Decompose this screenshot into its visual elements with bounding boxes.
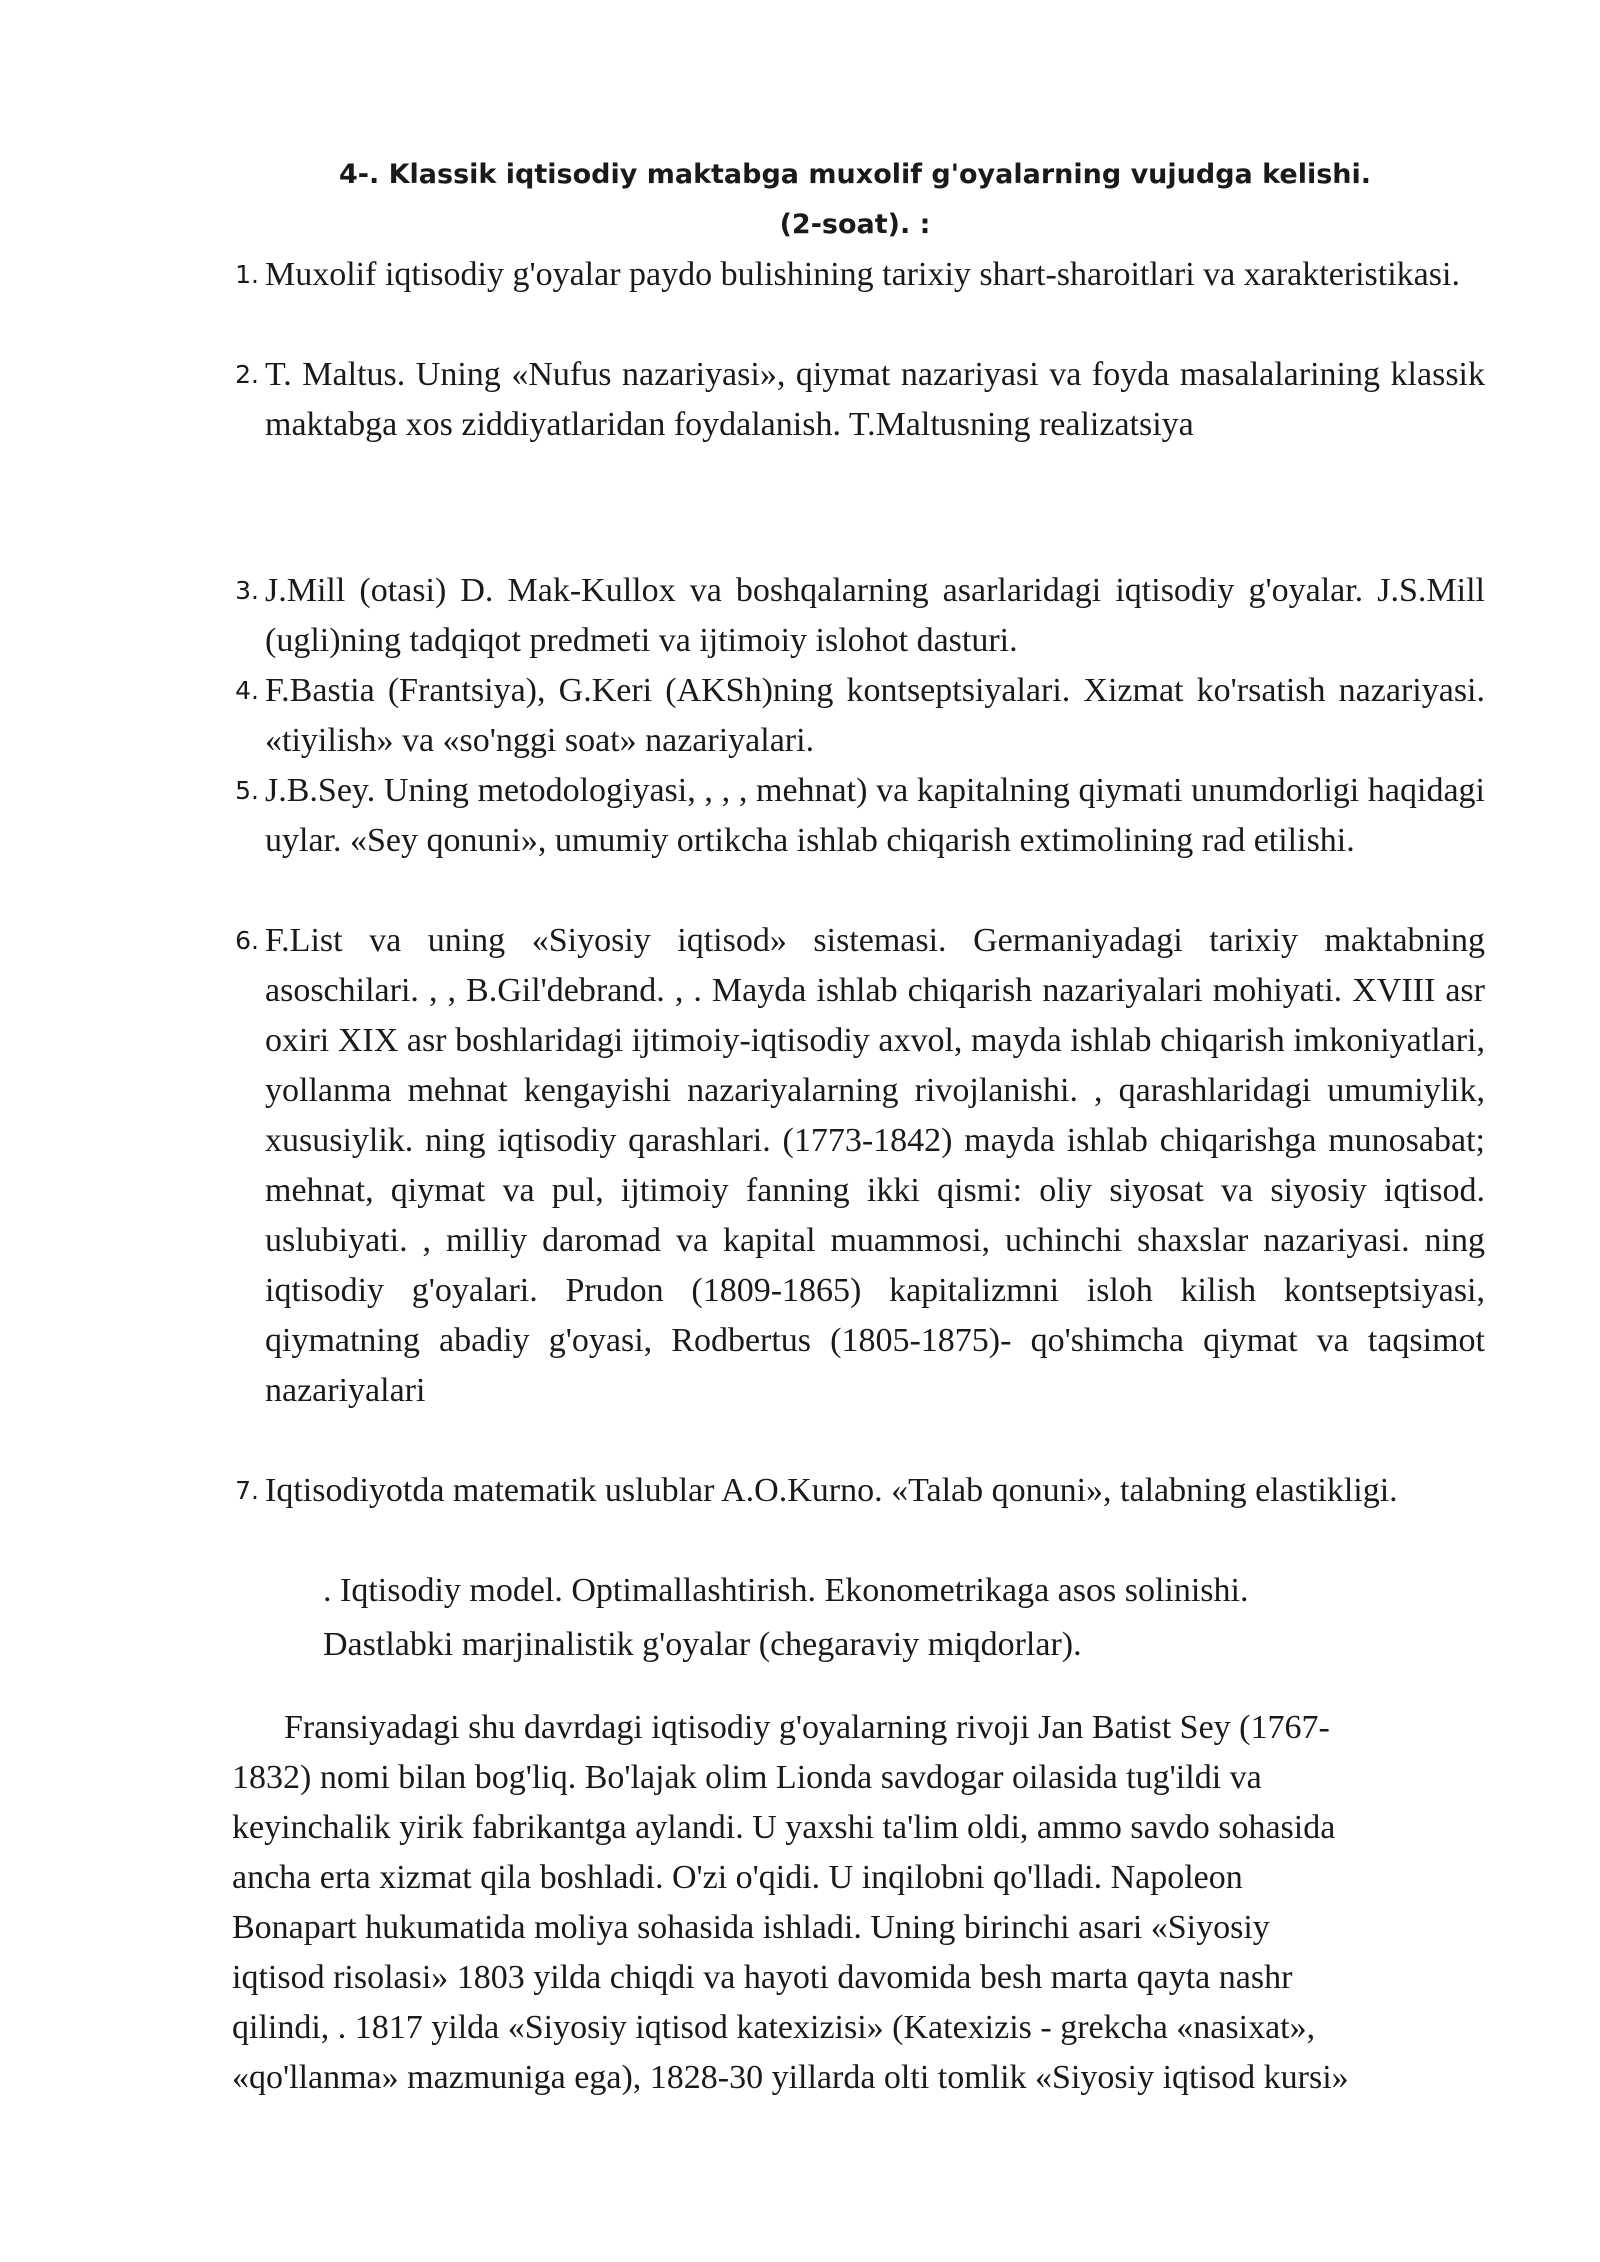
sub-topic-line: Dastlabki marjinalistik g'oyalar (chegaraviy miqdorlar). xyxy=(323,1626,1082,1663)
paragraph-line: iqtisod risolasi» 1803 yilda chiqdi va hayoti davomida besh marta qayta nashr xyxy=(232,1959,1293,1996)
list-item-number: 2. xyxy=(235,360,259,389)
paragraph-line: qilindi, . 1817 yilda «Siyosiy iqtisod katexizisi» (Katexizis - grekcha «nasixat», xyxy=(232,2009,1316,2046)
paragraph-line: 1832) nomi bilan bog'liq. Bo'lajak olim Lionda savdogar oilasida tug'ildi va xyxy=(232,1759,1262,1796)
sub-topic-line: . Iqtisodiy model. Optimallashtirish. Ekonometrikaga asos solinishi. xyxy=(323,1572,1249,1609)
list-item-number: 6. xyxy=(235,926,259,955)
paragraph-line: «qo'llanma» mazmuniga ega), 1828-30 yillarda olti tomlik «Siyosiy iqtisod kursi» xyxy=(232,2059,1349,2096)
list-item-text: F.Bastia (Frantsiya), G.Keri (AKSh)ning kontseptsiyalari. Xizmat ko'rsatish nazariyasi. «tiyilish» va «so'nggi soat» nazariyalari. xyxy=(265,672,1485,759)
list-item xyxy=(235,916,1485,1416)
list-item-text: Iqtisodiyotda matematik uslublar A.O.Kurno. «Talab qonuni», talabning elastikligi. xyxy=(265,1472,1398,1509)
list-item xyxy=(235,766,1485,866)
body-paragraph xyxy=(232,1703,1497,2103)
list-item xyxy=(235,566,1485,666)
list-item xyxy=(235,350,1485,450)
section-title: 4-. Klassik iqtisodiy maktabga muxolif g'oyalarning vujudga kelishi. xyxy=(338,159,1372,190)
list-item-number: 4. xyxy=(235,676,259,705)
list-item-text: J.B.Sey. Uning metodologiyasi, , , , mehnat) va kapitalning qiymati unumdorligi haqidagi uylar. «Sey qonuni», umumiy ortikcha ishlab chiqarish extimolining rad etilishi. xyxy=(265,772,1485,859)
list-item xyxy=(235,666,1485,766)
list-item xyxy=(235,1466,1490,1516)
list-item-number: 3. xyxy=(235,576,259,605)
list-item-number: 7. xyxy=(235,1476,259,1505)
paragraph-line: keyinchalik yirik fabrikantga aylandi. U yaxshi ta'lim oldi, ammo savdo sohasida xyxy=(232,1809,1336,1846)
list-item-text: J.Mill (otasi) D. Mak-Kullox va boshqalarning asarlaridagi iqtisodiy g'oyalar. J.S.Mill (ugli)ning tadqiqot predmeti va ijtimoiy islohot dasturi. xyxy=(265,572,1485,659)
list-item-number: 5. xyxy=(235,776,259,805)
list-item-number: 1. xyxy=(235,260,259,289)
paragraph-line: Fransiyadagi shu davrdagi iqtisodiy g'oyalarning rivoji Jan Batist Sey (1767- xyxy=(284,1709,1330,1746)
list-item-text: F.List va uning «Siyosiy iqtisod» sistemasi. Germaniyadagi tarixiy maktabning asoschilari. , , B.Gil'debrand. , . Mayda ishlab chiqarish nazariyalari mohiyati. XVIII asr oxiri XIX asr boshlaridagi ijtimoiy-iqtisodiy axvol, mayda ishlab chiqarish imkoniyatlari, yollanma mehnat kengayishi nazariyalarning rivojlanishi. , qarashlaridagi umumiylik, xususiylik. ning iqtisodiy qarashlari. (1773-1842) mayda ishlab chiqarishga munosabat; mehnat, qiymat va pul, ijtimoiy fanning ikki qismi: oliy siyosat va siyosiy iqtisod. uslubiyati. , milliy daromad va kapital muammosi, uchinchi shaxslar nazariyasi. ning iqtisodiy g'oyalari. Prudon (1809-1865) kapitalizmni isloh kilish kontseptsiyasi, qiymatning abadiy g'oyasi, Rodbertus (1805-1875)- qo'shimcha qiymat va taqsimot nazariyalari xyxy=(265,922,1485,1409)
list-item-text: T. Maltus. Uning «Nufus nazariyasi», qiymat nazariyasi va foyda masalalarining klassik maktabga xos ziddiyatlaridan foydalanish. T.Maltusning realizatsiya xyxy=(265,356,1485,443)
list-item-text: Muxolif iqtisodiy g'oyalar paydo bulishining tarixiy shart-sharoitlari va xarakteristikasi. xyxy=(265,256,1460,293)
paragraph-line: ancha erta xizmat qila boshladi. O'zi o'qidi. U inqilobni qo'lladi. Napoleon xyxy=(232,1859,1243,1896)
list-item xyxy=(235,250,1485,300)
paragraph-line: Bonapart hukumatida moliya sohasida ishladi. Uning birinchi asari «Siyosiy xyxy=(232,1909,1270,1946)
section-subtitle: (2-soat). : xyxy=(779,209,931,240)
